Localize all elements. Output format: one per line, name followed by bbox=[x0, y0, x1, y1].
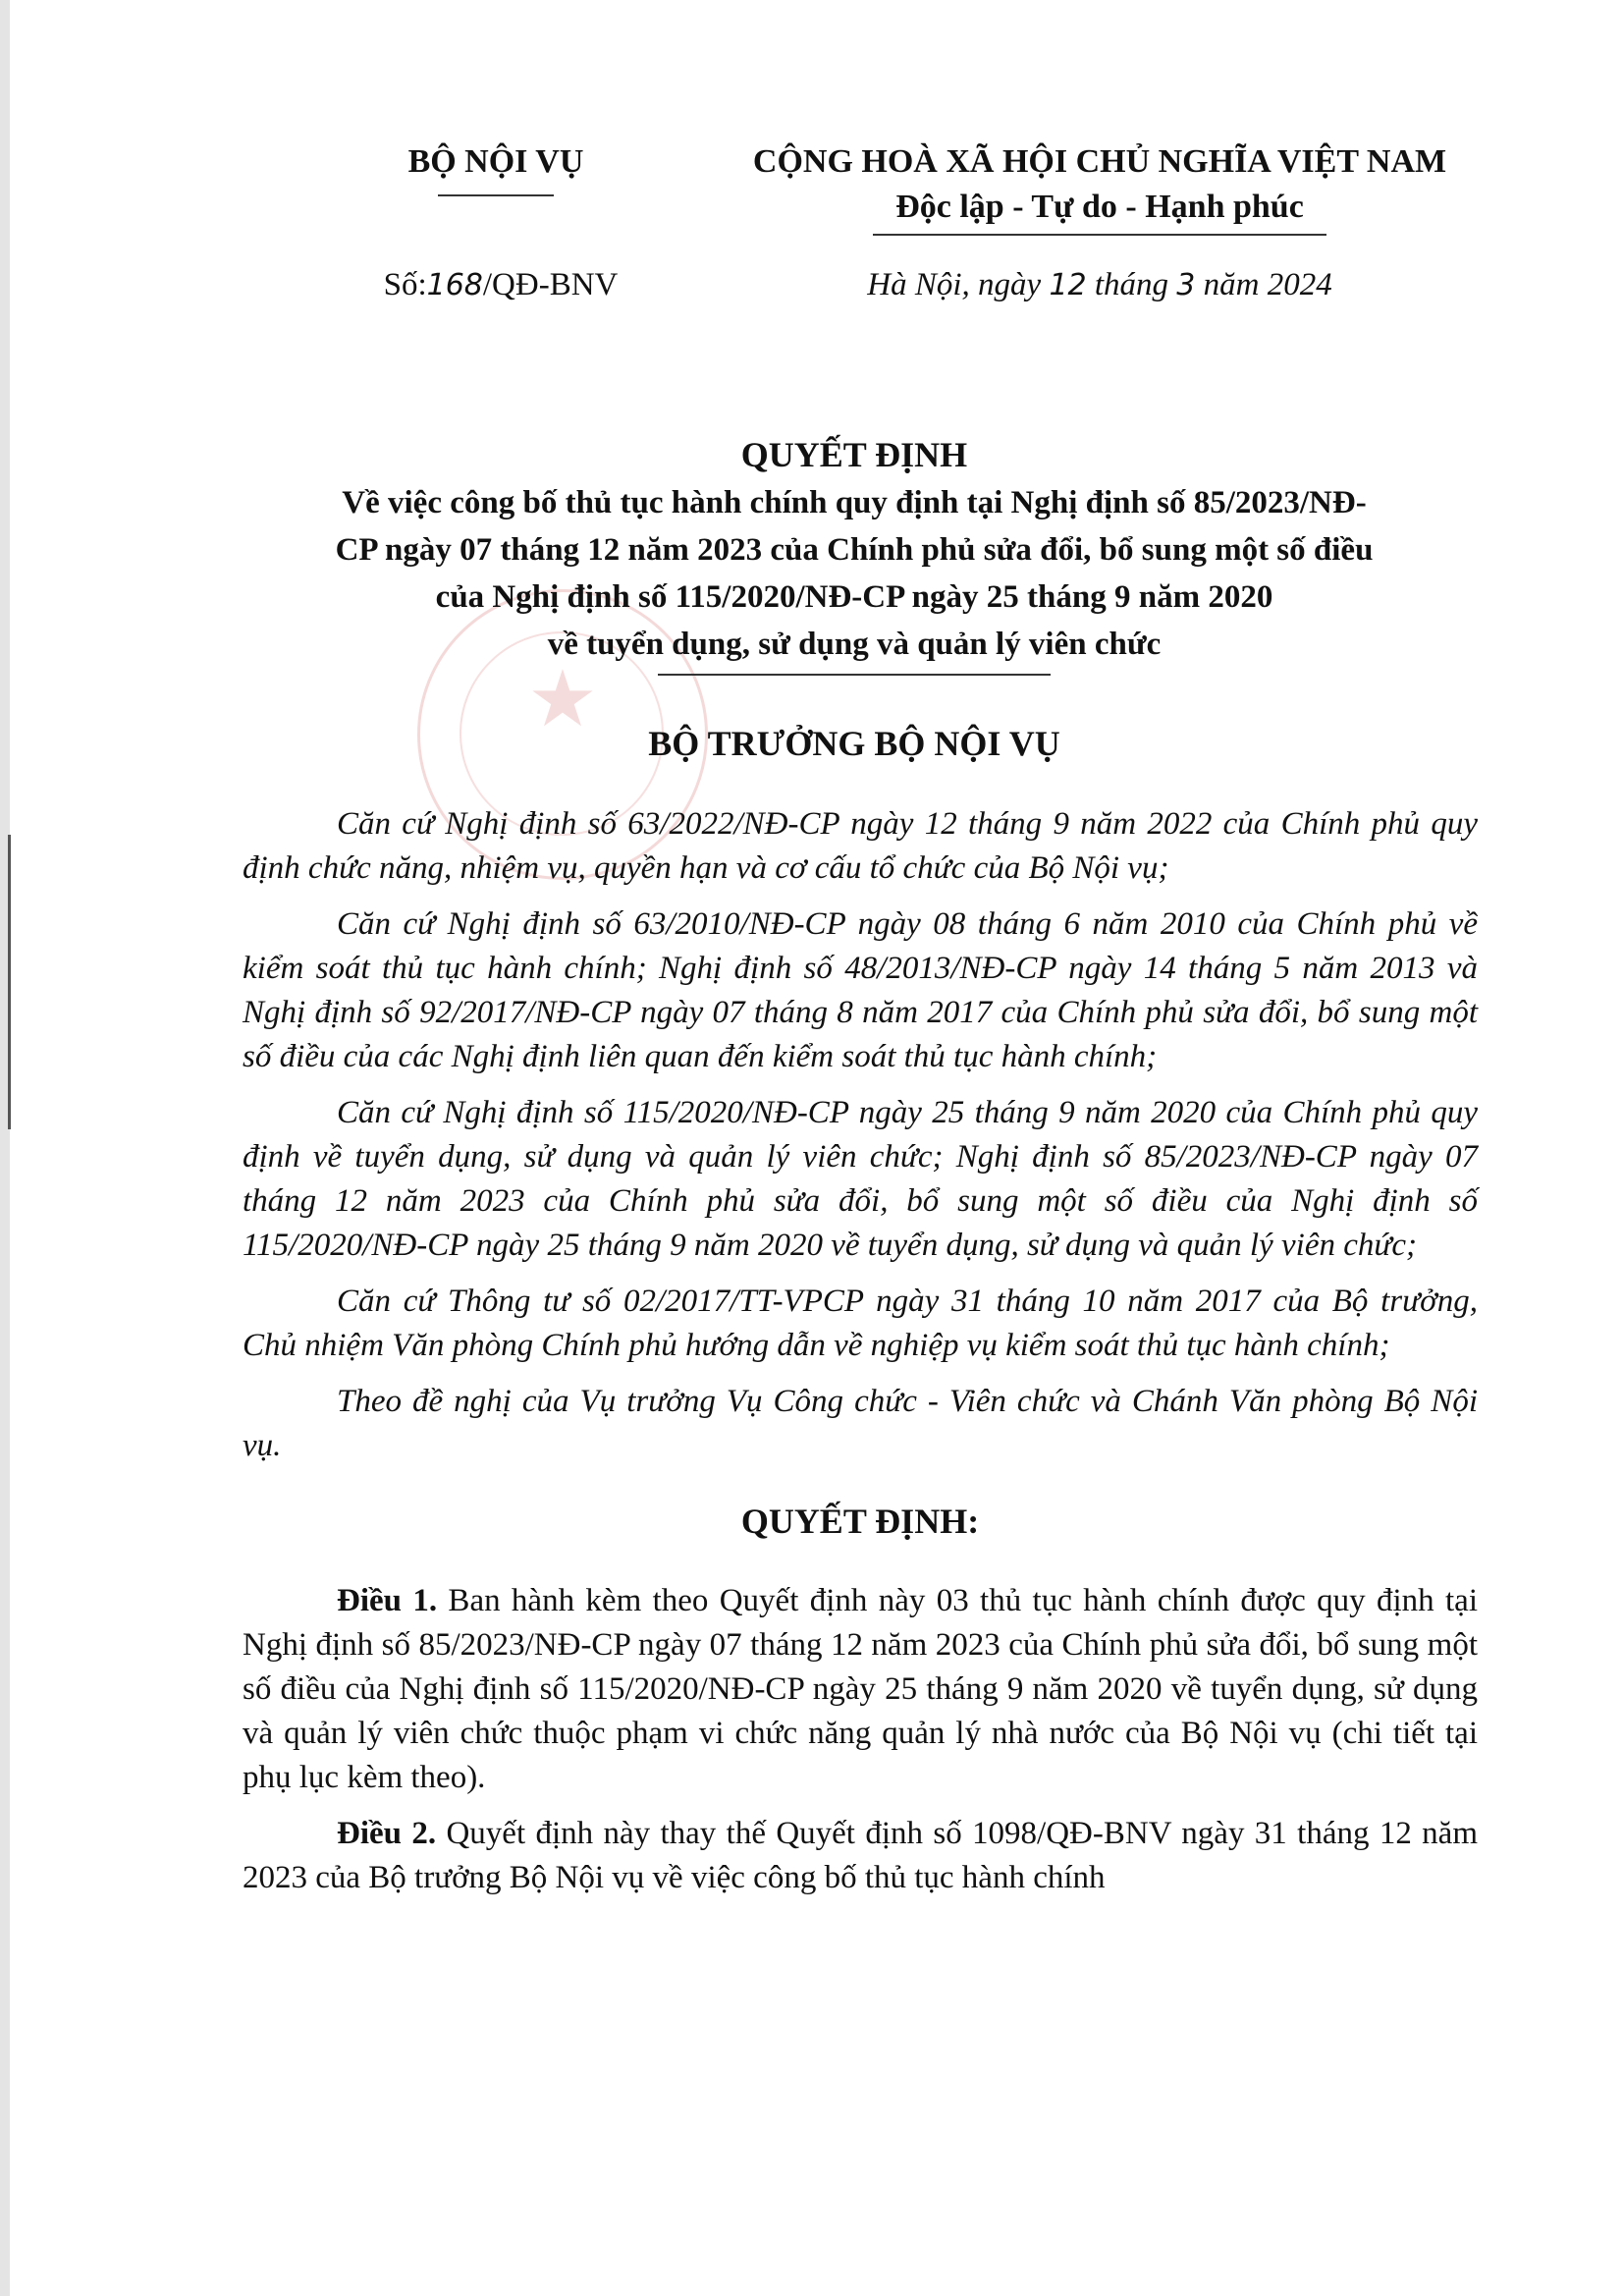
doc-number-handwritten: 168 bbox=[426, 268, 483, 302]
document-number bbox=[373, 267, 628, 303]
issuing-authority: BỘ TRƯỞNG BỘ NỘI VỤ bbox=[648, 724, 1060, 763]
scan-edge-mark bbox=[8, 835, 11, 1129]
subject-line: CP ngày 07 tháng 12 năm 2023 của Chính phủ sửa đổi, bổ sung một số điều bbox=[335, 532, 1374, 568]
agency-underline bbox=[438, 194, 554, 196]
decision-title: QUYẾT ĐỊNH bbox=[740, 435, 968, 474]
article-text: Ban hành kèm theo Quyết định này 03 thủ tục hành chính được quy định tại Nghị định số 85/2023/NĐ-CP ngày 07 tháng 12 năm 2023 của Chính phủ sửa đổi, bổ sung một số điều của Nghị định số 115/2020/NĐ-CP ngày 25 tháng 9 năm 2020 về tuyển dụng, sử dụng và quản lý viên chức thuộc phạm vi chức năng quản lý nhà nước của Bộ Nội vụ (chi tiết tại phụ lục kèm theo). bbox=[243, 1583, 1479, 1795]
national-title-block bbox=[687, 139, 1512, 236]
article-label: Điều 2. bbox=[337, 1816, 437, 1851]
date-city-prefix: Hà Nội, ngày bbox=[867, 267, 1042, 302]
article-label: Điều 1. bbox=[337, 1583, 438, 1618]
star-icon: ★ bbox=[527, 653, 598, 744]
date-day-handwritten: 12 bbox=[1049, 268, 1087, 302]
date-month-handwritten: 3 bbox=[1176, 268, 1196, 302]
preamble-paragraph: Theo đề nghị của Vụ trưởng Vụ Công chức - Viên chức và Chánh Văn phòng Bộ Nội vụ. bbox=[243, 1384, 1478, 1463]
issue-date bbox=[687, 267, 1512, 303]
motto-underline bbox=[873, 234, 1326, 236]
date-month-label: tháng bbox=[1094, 267, 1169, 302]
decision-title-block bbox=[236, 430, 1473, 676]
scan-edge bbox=[0, 0, 10, 2296]
document-body bbox=[243, 802, 1478, 1912]
doc-number-prefix: Số: bbox=[383, 267, 427, 302]
subject-line: Về việc công bố thủ tục hành chính quy định tại Nghị định số 85/2023/NĐ- bbox=[342, 485, 1367, 520]
article-paragraph bbox=[243, 1579, 1478, 1800]
preamble-paragraph: Căn cứ Nghị định số 63/2022/NĐ-CP ngày 12 tháng 9 năm 2022 của Chính phủ quy định chức năng, nhiệm vụ, quyền hạn và cơ cấu tổ chức của Bộ Nội vụ; bbox=[243, 806, 1478, 886]
subject-line: của Nghị định số 115/2020/NĐ-CP ngày 25 tháng 9 năm 2020 bbox=[435, 579, 1273, 615]
national-motto: Độc lập - Tự do - Hạnh phúc bbox=[895, 189, 1304, 225]
preamble-paragraph: Căn cứ Nghị định số 63/2010/NĐ-CP ngày 08 tháng 6 năm 2010 của Chính phủ về kiểm soát thủ tục hành chính; Nghị định số 48/2013/NĐ-CP ngày 14 tháng 5 năm 2013 và Nghị định số 92/2017/NĐ-CP ngày 07 tháng 8 năm 2017 của Chính phủ sửa đổi, bổ sung một số điều của các Nghị định liên quan đến kiểm soát thủ tục hành chính; bbox=[243, 906, 1478, 1074]
preamble-paragraph: Căn cứ Nghị định số 115/2020/NĐ-CP ngày 25 tháng 9 năm 2020 của Chính phủ quy định về tuyển dụng, sử dụng và quản lý viên chức; Nghị định số 85/2023/NĐ-CP ngày 07 tháng 12 năm 2023 của Chính phủ sửa đổi, bổ sung một số điều của Nghị định số 115/2020/NĐ-CP ngày 25 tháng 9 năm 2020 về tuyển dụng, sử dụng và quản lý viên chức; bbox=[243, 1095, 1478, 1263]
country-name: CỘNG HOÀ XÃ HỘI CHỦ NGHĨA VIỆT NAM bbox=[752, 143, 1447, 180]
issuing-agency-block bbox=[353, 139, 638, 196]
date-year: năm 2024 bbox=[1203, 267, 1332, 302]
article-text: Quyết định này thay thế Quyết định số 1098/QĐ-BNV ngày 31 tháng 12 năm 2023 của Bộ trưởng Bộ Nội vụ về việc công bố thủ tục hành chính bbox=[243, 1816, 1478, 1895]
preamble-paragraph: Căn cứ Thông tư số 02/2017/TT-VPCP ngày 31 tháng 10 năm 2017 của Bộ trưởng, Chủ nhiệm Văn phòng Chính phủ hướng dẫn về nghiệp vụ kiểm soát thủ tục hành chính; bbox=[243, 1284, 1478, 1363]
decision-heading: QUYẾT ĐỊNH: bbox=[740, 1502, 980, 1541]
issuing-agency: BỘ NỘI VỤ bbox=[407, 143, 584, 180]
article-paragraph bbox=[243, 1812, 1478, 1900]
subject-line: về tuyển dụng, sử dụng và quản lý viên chức bbox=[547, 627, 1162, 662]
title-underline bbox=[658, 674, 1051, 676]
doc-number-suffix: /QĐ-BNV bbox=[482, 267, 619, 302]
